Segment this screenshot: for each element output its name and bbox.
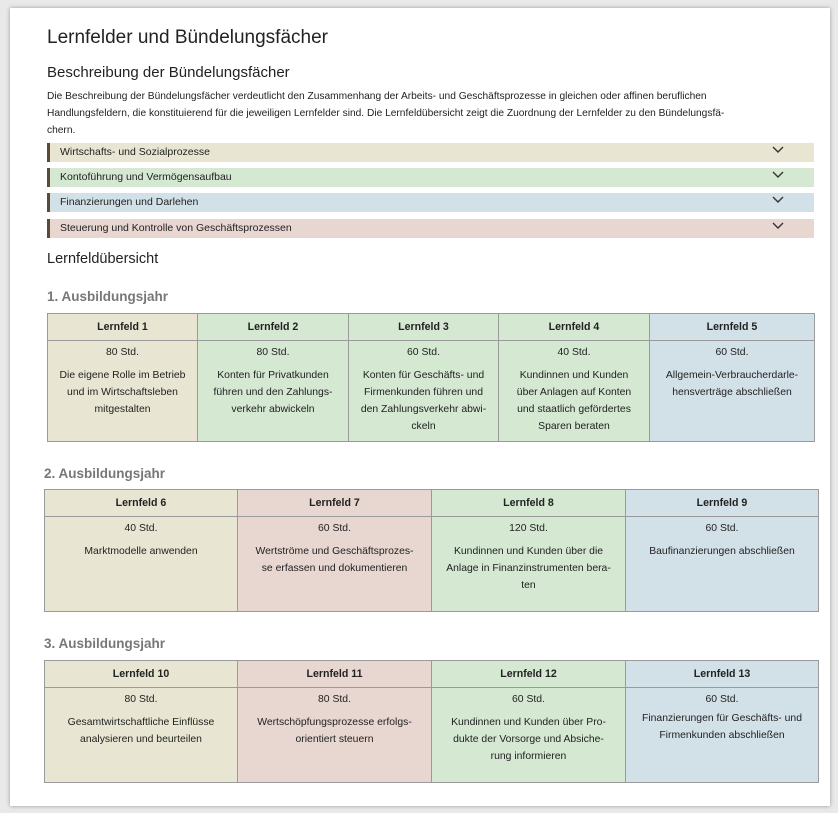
lernfeld-name: Kundinnen und Kunden über Pro- dukte der Vorsorge und Absiche- rung informieren [451, 717, 606, 762]
lernfeld-name: Konten für Privatkunden führen und den Zahlungs- verkehr abwickeln [213, 370, 333, 415]
accordion-label: Finanzierungen und Darlehen [60, 196, 199, 208]
description-heading: Beschreibung der Bündelungsfächer [47, 64, 290, 81]
year-heading-1: 1. Ausbildungsjahr [47, 289, 169, 304]
lernfeld-cell [626, 517, 819, 612]
lernfeld-hours: 60 Std. [705, 523, 739, 534]
lernfeld-hours: 120 Std. [509, 523, 548, 534]
description-text [47, 88, 815, 139]
overview-heading: Lernfeldübersicht [47, 251, 159, 267]
lernfeld-cell [45, 517, 238, 612]
lernfeld-hours: 60 Std. [318, 523, 351, 534]
lernfeld-name: Baufinanzierungen abschließen [649, 546, 795, 557]
accordion-item-steuerung[interactable] [47, 219, 814, 238]
chevron-down-icon [772, 146, 784, 154]
lernfeld-hours: 60 Std. [512, 694, 545, 705]
lernfeld-name: Marktmodelle anwenden [84, 546, 198, 557]
lernfeld-hours: 60 Std. [705, 694, 739, 705]
lernfeld-hours: 80 Std. [106, 347, 139, 358]
year-heading-3: 3. Ausbildungsjahr [44, 636, 166, 651]
description-line: Handlungsfeldern, die konstituierend für die jeweiligen Lernfelder sind. Die Lernfeldübersicht zeigt die Zuordnung der Lernfelder zu den Bündelungsfä- [47, 108, 725, 119]
lernfeld-hours: 60 Std. [715, 347, 749, 358]
lernfeld-hours: 80 Std. [256, 347, 290, 358]
accordion-label: Wirtschafts- und Sozialprozesse [60, 146, 210, 158]
lernfeld-header: Lernfeld 2 [198, 314, 349, 341]
accordion-item-kontofuehrung[interactable] [47, 168, 814, 187]
lernfeld-cell [238, 688, 432, 783]
accordion-label: Steuerung und Kontrolle von Geschäftsprozessen [60, 222, 292, 234]
description-line: Die Beschreibung der Bündelungsfächer verdeutlicht den Zusammenhang der Arbeits- und Geschäftsprozesse in gleichen oder affinen beruflichen [47, 91, 707, 102]
lernfeld-header: Lernfeld 13 [626, 661, 819, 688]
lernfeld-header: Lernfeld 6 [45, 490, 238, 517]
lernfeld-cell [45, 688, 238, 783]
year-heading-2: 2. Ausbildungsjahr [44, 466, 166, 481]
page [10, 8, 830, 806]
lernfeld-cell [349, 341, 499, 442]
accordion-label: Kontoführung und Vermögensaufbau [60, 171, 232, 183]
lernfeld-header: Lernfeld 1 [48, 314, 198, 341]
lernfeld-name: Wertströme und Geschäftsprozes- se erfassen und dokumentieren [255, 546, 414, 574]
lernfeld-table-year-1 [47, 313, 815, 442]
lernfeld-cell [432, 517, 626, 612]
lernfeld-header: Lernfeld 11 [238, 661, 432, 688]
lernfeld-cell [499, 341, 650, 442]
accordion-item-finanzierungen[interactable] [47, 193, 814, 212]
lernfeld-table-year-2 [44, 489, 819, 612]
lernfeld-table-year-3 [44, 660, 819, 783]
lernfeld-name: Finanzierungen für Geschäfts- und Firmenkunden abschließen [642, 713, 802, 741]
description-line: chern. [47, 125, 76, 136]
lernfeld-cell [48, 341, 198, 442]
lernfeld-name: Kundinnen und Kunden über Anlagen auf Konten und staatlich gefördertes Sparen beraten [516, 370, 632, 432]
lernfeld-cell [626, 688, 819, 783]
lernfeld-header: Lernfeld 8 [432, 490, 626, 517]
lernfeld-name: Allgemein-Verbraucherdarle- hensverträge abschließen [665, 370, 799, 398]
lernfeld-cell [198, 341, 349, 442]
lernfeld-name: Gesamtwirtschaftliche Einflüsse analysieren und beurteilen [67, 717, 215, 745]
page-title: Lernfelder und Bündelungsfächer [47, 27, 328, 48]
lernfeld-hours: 60 Std. [407, 347, 440, 358]
lernfeld-header: Lernfeld 12 [432, 661, 626, 688]
chevron-down-icon [772, 222, 784, 230]
lernfeld-hours: 80 Std. [318, 694, 351, 705]
lernfeld-cell [432, 688, 626, 783]
lernfeld-name: Wertschöpfungsprozesse erfolgs- orientiert steuern [257, 717, 412, 745]
lernfeld-header: Lernfeld 5 [650, 314, 815, 341]
lernfeld-header: Lernfeld 4 [499, 314, 650, 341]
lernfeld-hours: 40 Std. [124, 523, 158, 534]
lernfeld-hours: 80 Std. [124, 694, 158, 705]
lernfeld-header: Lernfeld 3 [349, 314, 499, 341]
lernfeld-name: Konten für Geschäfts- und Firmenkunden führen und den Zahlungsverkehr abwi- ckeln [360, 370, 487, 432]
lernfeld-name: Kundinnen und Kunden über die Anlage in Finanzinstrumenten bera- ten [446, 546, 611, 591]
lernfeld-header: Lernfeld 7 [238, 490, 432, 517]
lernfeld-header: Lernfeld 10 [45, 661, 238, 688]
lernfeld-header: Lernfeld 9 [626, 490, 819, 517]
lernfeld-name: Die eigene Rolle im Betrieb und im Wirtschaftsleben mitgestalten [59, 370, 186, 415]
lernfeld-cell [238, 517, 432, 612]
lernfeld-hours: 40 Std. [557, 347, 591, 358]
chevron-down-icon [772, 196, 784, 204]
lernfeld-cell [650, 341, 815, 442]
accordion-item-wirtschafts-sozialprozesse[interactable] [47, 143, 814, 162]
chevron-down-icon [772, 171, 784, 179]
